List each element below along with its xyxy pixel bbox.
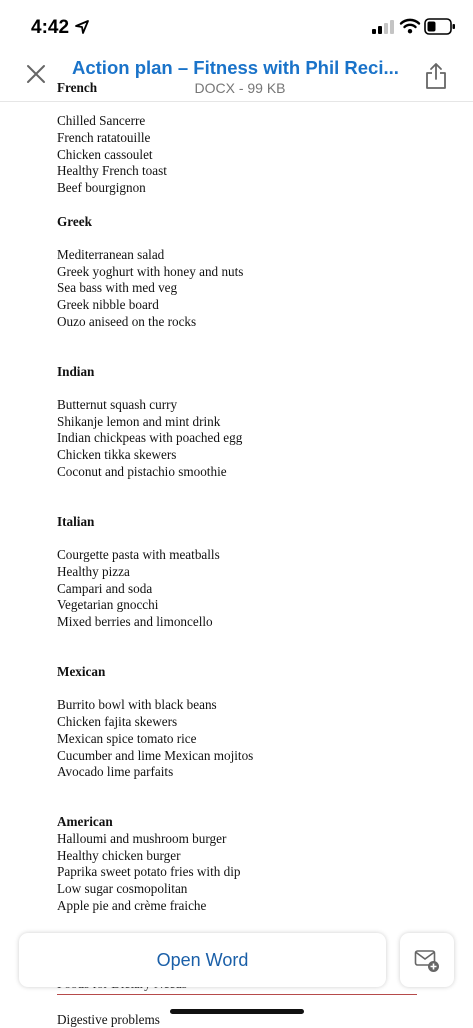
list-item: Sea bass with med veg xyxy=(57,280,178,296)
list-item: Apple pie and crème fraiche xyxy=(57,897,207,913)
section-heading-digestive-problems: Digestive problems xyxy=(57,1012,160,1027)
mail-add-icon xyxy=(414,947,440,973)
list-item: Mexican spice tomato rice xyxy=(57,730,197,746)
list-item: Greek nibble board xyxy=(57,296,159,312)
list-item: Indian chickpeas with poached egg xyxy=(57,430,243,446)
open-word-button[interactable]: Open Word xyxy=(19,933,386,987)
list-item: Chicken cassoulet xyxy=(57,146,153,162)
cellular-signal-icon xyxy=(372,20,394,34)
list-item: Shikanje lemon and mint drink xyxy=(57,413,221,429)
close-icon[interactable] xyxy=(24,62,48,86)
section-heading-mexican: Mexican xyxy=(57,664,106,680)
list-item: Coconut and pistachio smoothie xyxy=(57,463,227,479)
list-item: Healthy French toast xyxy=(57,163,167,179)
home-indicator[interactable] xyxy=(170,1009,304,1014)
list-item: Butternut squash curry xyxy=(57,397,178,413)
location-arrow-icon xyxy=(75,20,89,34)
email-attach-button[interactable] xyxy=(400,933,454,987)
list-item: Chicken tikka skewers xyxy=(57,447,177,463)
list-item: Vegetarian gnocchi xyxy=(57,597,159,613)
list-item: Avocado lime parfaits xyxy=(57,764,174,780)
status-time: 4:42 xyxy=(31,17,70,38)
list-item: Chicken fajita skewers xyxy=(57,714,178,730)
list-item: Burrito bowl with black beans xyxy=(57,697,217,713)
section-heading-greek: Greek xyxy=(57,213,92,229)
list-item: Beef bourgignon xyxy=(57,180,146,196)
section-heading-french: French xyxy=(57,80,98,95)
list-item: Chilled Sancerre xyxy=(57,113,146,129)
status-bar xyxy=(0,0,473,56)
list-item: Greek yoghurt with honey and nuts xyxy=(57,263,244,279)
list-item: Healthy pizza xyxy=(57,563,130,579)
list-item: Mediterranean salad xyxy=(57,246,165,262)
section-heading-american: American xyxy=(57,814,113,830)
battery-icon xyxy=(424,18,456,35)
list-item: Paprika sweet potato fries with dip xyxy=(57,864,241,880)
list-item: Courgette pasta with meatballs xyxy=(57,547,220,563)
document-content xyxy=(57,80,457,914)
list-item: Cucumber and lime Mexican mojitos xyxy=(57,747,254,763)
list-item: Campari and soda xyxy=(57,580,153,596)
list-item: French ratatouille xyxy=(57,130,151,146)
list-item: Mixed berries and limoncello xyxy=(57,614,213,629)
list-item: Healthy chicken burger xyxy=(57,847,181,863)
list-item: Ouzo aniseed on the rocks xyxy=(57,313,197,329)
document-file-info: DOCX - 99 KB xyxy=(194,80,286,96)
section-heading-italian: Italian xyxy=(57,513,95,529)
wifi-icon xyxy=(400,18,420,34)
document-title: Action plan – Fitness with Phil Reci... xyxy=(72,57,399,78)
list-item: Halloumi and mushroom burger xyxy=(57,830,227,846)
section-heading-indian: Indian xyxy=(57,363,95,379)
list-item: Low sugar cosmopolitan xyxy=(57,881,188,896)
